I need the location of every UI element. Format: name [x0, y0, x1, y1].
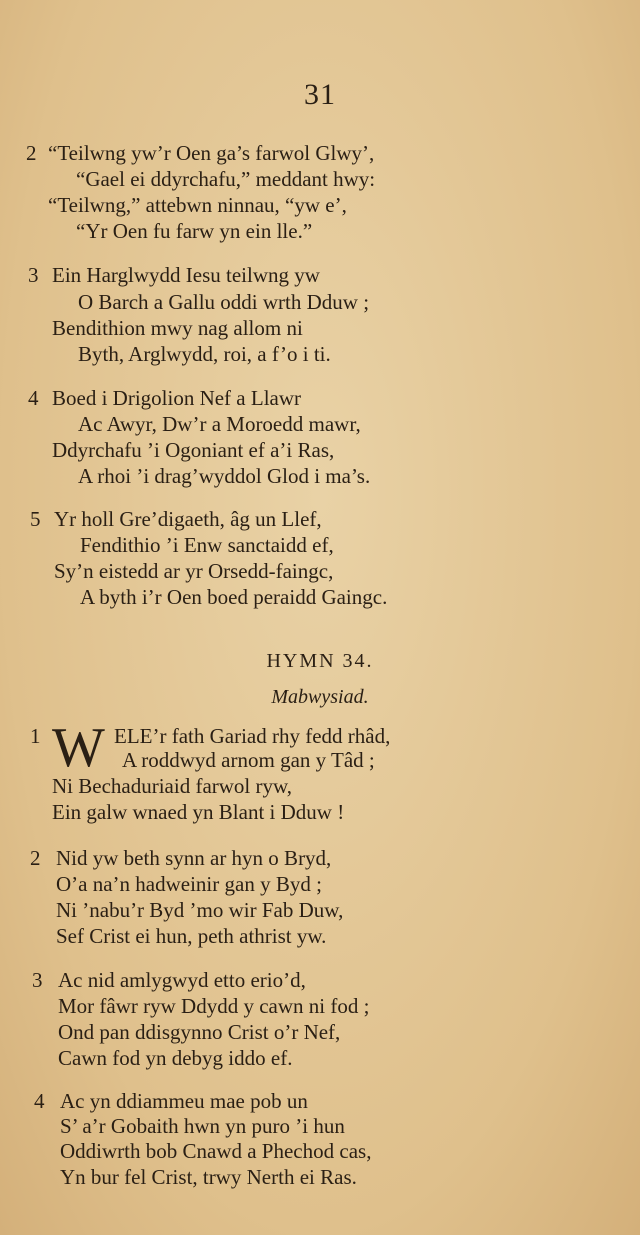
verse-number: 5: [30, 507, 41, 531]
verse-line: Ac Awyr, Dw’r a Moroedd mawr,: [78, 412, 361, 436]
verse-line: O’a na’n hadweinir gan y Byd ;: [56, 872, 322, 896]
verse-number: 3: [32, 968, 43, 992]
hymn-subtitle: Mabwysiad.: [271, 686, 369, 708]
drop-cap: W: [52, 717, 105, 779]
verse-line: Boed i Drigolion Nef a Llawr: [52, 386, 302, 410]
verse-line: Yr holl Gre’digaeth, âg un Llef,: [54, 507, 322, 531]
verse-line: Nid yw beth synn ar hyn o Bryd,: [56, 846, 332, 870]
verse-line: Ddyrchafu ’i Ogoniant ef a’i Ras,: [52, 438, 335, 462]
verse-number: 2: [30, 846, 41, 870]
verse-line: S’ a’r Gobaith hwn yn puro ’i hun: [60, 1114, 345, 1138]
verse-line: O Barch a Gallu oddi wrth Dduw ;: [78, 290, 370, 314]
verse-line: Yn bur fel Crist, trwy Nerth ei Ras.: [60, 1165, 357, 1189]
verse-line: “Teilwng,” attebwn ninnau, “yw e’,: [48, 193, 347, 217]
verse-line: Fendithio ’i Enw sanctaidd ef,: [80, 533, 334, 557]
verse-line: A byth i’r Oen boed peraidd Gaingc.: [80, 585, 388, 609]
verse-number: 2: [26, 141, 37, 165]
verse-line: Ac yn ddiammeu mae pob un: [60, 1089, 308, 1113]
verse-line: Sy’n eistedd ar yr Orsedd-faingc,: [54, 559, 334, 583]
verse-line: “Gael ei ddyrchafu,” meddant hwy:: [76, 167, 376, 191]
verse-line: Ond pan ddisgynno Crist o’r Nef,: [58, 1020, 341, 1044]
verse-line: Ein galw wnaed yn Blant i Dduw !: [52, 800, 345, 824]
verse-line: Bendithion mwy nag allom ni: [52, 316, 303, 340]
verse-line: “Teilwng yw’r Oen ga’s farwol Glwy’,: [48, 141, 375, 165]
verse-line: Ein Harglwydd Iesu teilwng yw: [52, 263, 320, 287]
verse-number: 4: [28, 386, 39, 410]
verse-line: Sef Crist ei hun, peth athrist yw.: [56, 924, 327, 948]
page-number: 31: [304, 78, 336, 111]
verse-line: A rhoi ’i drag’wyddol Glod i ma’s.: [78, 464, 371, 488]
verse-number: 1: [30, 724, 41, 748]
verse-line: Byth, Arglwydd, roi, a f’o i ti.: [78, 342, 331, 366]
verse-line: Oddiwrth bob Cnawd a Phechod cas,: [60, 1139, 372, 1163]
verse-line: “Yr Oen fu farw yn ein lle.”: [76, 219, 313, 243]
verse-number: 4: [34, 1089, 45, 1113]
verse-line: ELE’r fath Gariad rhy fedd rhâd,: [114, 724, 391, 748]
verse-line: Ni ’nabu’r Byd ’mo wir Fab Duw,: [56, 898, 344, 922]
verse-line: A roddwyd arnom gan y Tâd ;: [122, 748, 375, 772]
hymn-title: HYMN 34.: [266, 650, 374, 672]
verse-line: Ac nid amlygwyd etto erio’d,: [58, 968, 306, 992]
verse-line: Ni Bechaduriaid farwol ryw,: [52, 774, 293, 798]
verse-number: 3: [28, 263, 39, 287]
verse-line: Cawn fod yn debyg iddo ef.: [58, 1046, 293, 1070]
verse-line: Mor fâwr ryw Ddydd y cawn ni fod ;: [58, 994, 370, 1018]
